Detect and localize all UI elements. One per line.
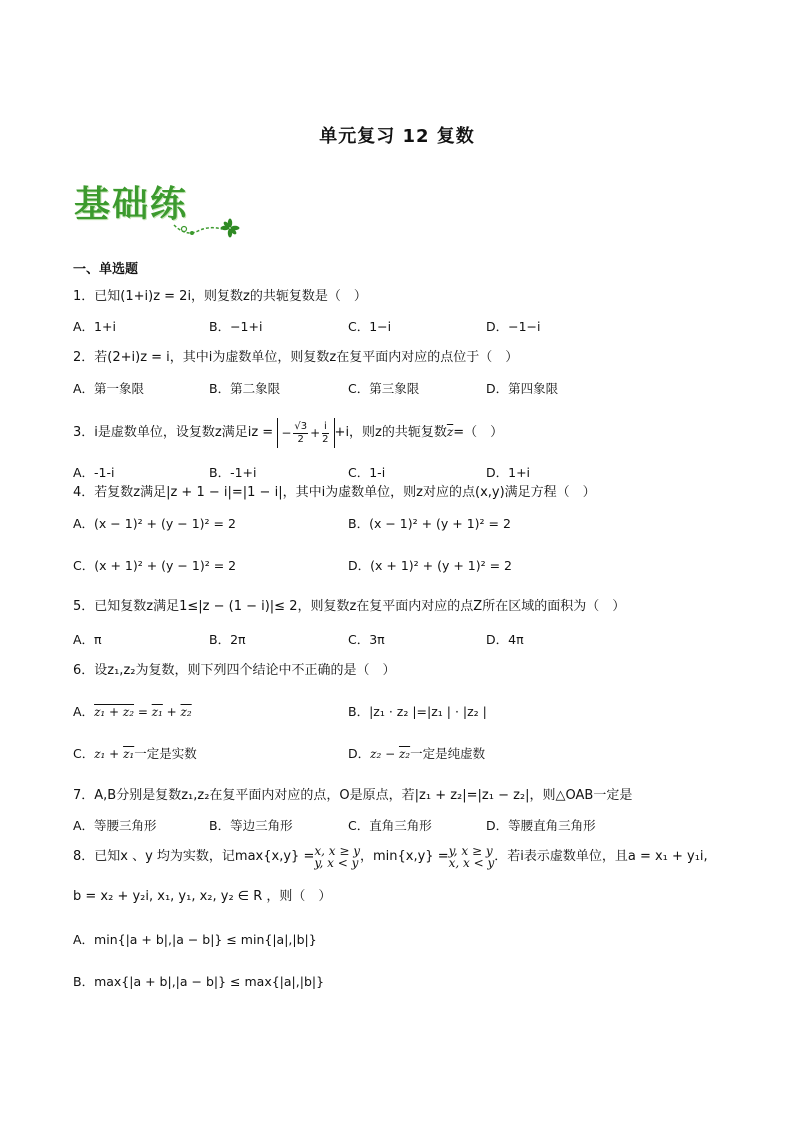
question-1-option-a: A．1+i: [73, 319, 116, 334]
question-1-option-b: B．−1+i: [209, 319, 263, 334]
question-5-option-c: C．3π: [348, 632, 385, 647]
q8-stem-part-b: ，min{x,y} =: [359, 849, 449, 864]
q6-d-c: 一定是纯虚数: [410, 746, 486, 761]
question-7-stem: 7．A,B分别是复数z₁,z₂在复平面内对应的点，O是原点，若|z₁ + z₂|=|z₁ − z₂|，则△OAB一定是: [73, 788, 633, 803]
q3-frac1-numerator: √3: [294, 420, 308, 432]
logo-jichulian: [74, 183, 244, 241]
q6-a-r2: z₂: [180, 705, 192, 719]
q6-a-eq: =: [134, 705, 152, 719]
question-4-option-b: B．(x − 1)² + (y + 1)² = 2: [348, 516, 511, 531]
question-3-stem-part-b: +i，则z的共轭复数: [334, 425, 447, 440]
question-3-option-d: D．1+i: [486, 465, 531, 480]
q8-stem-part-c: ．若i表示虚数单位，且a = x₁ + y₁i,: [494, 849, 708, 864]
question-3-stem: [73, 416, 503, 449]
question-8-option-a: A．min{|a + b|,|a − b|} ≤ min{|a|,|b|}: [73, 932, 317, 947]
question-8-line-2: b = x₂ + y₂i, x₁, y₁, x₂, y₂ ∈ R ，则（ ）: [73, 889, 332, 904]
q6-c-a: z₁ +: [94, 747, 124, 761]
question-5-stem: 5．已知复数z满足1≤|z − (1 − i)|≤ 2，则复数z在复平面内对应的点Z所在区域的面积为（ ）: [73, 599, 626, 614]
question-5-option-b: B．2π: [209, 632, 246, 647]
q8-max-case-1: x, x ≥ y: [314, 843, 360, 858]
question-2-stem: 2．若(2+i)z = i，其中i为虚数单位，则复数z在复平面内对应的点位于（ ）: [73, 350, 519, 365]
q6-a-lhs: z₁ + z₂: [94, 705, 135, 719]
question-6-stem: 6．设z₁,z₂为复数，则下列四个结论中不正确的是（ ）: [73, 663, 396, 678]
question-6-option-a: [73, 703, 192, 721]
question-3-stem-part-c: =（ ）: [453, 425, 504, 440]
q3-minus-sign: −: [281, 425, 292, 440]
question-2-option-a: A．第一象限: [73, 381, 145, 396]
question-4-option-d: D．(x + 1)² + (y + 1)² = 2: [348, 558, 512, 573]
question-6-option-c: [73, 745, 197, 763]
question-4-stem: 4．若复数z满足|z + 1 − i|=|1 − i|，其中i为虚数单位，则z对应的点(x,y)满足方程（ ）: [73, 485, 596, 500]
question-8-stem: [73, 840, 708, 874]
question-2-option-c: C．第三象限: [348, 381, 420, 396]
question-3-stem-part-a: 3．i是虚数单位，设复数z满足iz =: [73, 425, 274, 440]
question-5-option-a: A．π: [73, 632, 102, 647]
question-3-absolute-value: [277, 418, 334, 448]
q3-fraction-1: [293, 421, 308, 446]
question-7-option-a: A．等腰三角形: [73, 818, 157, 833]
question-1-option-c: C．1−i: [348, 319, 392, 334]
q6-d-a: z₂ −: [370, 747, 399, 761]
logo-text: 基础练: [74, 184, 189, 225]
question-1-option-d: D．−1−i: [486, 319, 541, 334]
q6-c-c: 一定是实数: [134, 746, 197, 761]
q6-a-r1: z₁: [151, 705, 163, 719]
question-2-option-b: B．第二象限: [209, 381, 281, 396]
question-7-option-c: C．直角三角形: [348, 818, 432, 833]
section-heading: 一、单选题: [73, 262, 139, 277]
page-title: 单元复习 12 复数: [319, 126, 475, 147]
q6-option-c-label: C．: [73, 746, 95, 761]
q6-c-b: z₁: [123, 747, 135, 761]
q3-plus-sign: +: [310, 425, 321, 440]
q8-max-case-2: y, x < y: [314, 855, 359, 870]
q8-min-case-2: x, x < y: [448, 855, 495, 870]
question-6-option-b: B．|z₁ · z₂ |=|z₁ | · |z₂ |: [348, 704, 487, 719]
q6-d-b: z₂: [398, 747, 411, 761]
q3-frac2-denominator: 2: [322, 433, 329, 445]
question-4-option-c: C．(x + 1)² + (y − 1)² = 2: [73, 558, 237, 573]
question-3-option-c: C．1-i: [348, 465, 386, 480]
q8-max-cases: [314, 845, 360, 869]
q8-min-case-1: y, x ≥ y: [448, 843, 493, 858]
question-7-option-b: B．等边三角形: [209, 818, 293, 833]
q3-zbar: $\overline{z}$: [446, 425, 454, 439]
q8-stem-part-a: 8．已知x 、y 均为实数，记max{x,y} =: [73, 849, 315, 864]
q6-option-a-label: A．: [73, 704, 95, 719]
q3-fraction-2: [322, 421, 328, 446]
question-3-option-b: B．-1+i: [209, 465, 257, 480]
logo-decoration-icon: [74, 183, 244, 241]
question-7-option-d: D．等腰直角三角形: [486, 818, 596, 833]
question-6-option-d: [348, 745, 485, 763]
question-1-stem: 1．已知(1+i)z = 2i，则复数z的共轭复数是（ ）: [73, 289, 367, 304]
q6-option-d-label: D．: [348, 746, 371, 761]
question-5-option-d: D．4π: [486, 632, 524, 647]
q8-min-cases: [449, 845, 495, 869]
question-4-option-a: A．(x − 1)² + (y − 1)² = 2: [73, 516, 236, 531]
question-2-option-d: D．第四象限: [486, 381, 559, 396]
q6-a-plus: +: [162, 705, 181, 719]
q3-frac2-numerator: i: [323, 420, 327, 432]
question-3-option-a: A．-1-i: [73, 465, 115, 480]
question-8-option-b: B．max{|a + b|,|a − b|} ≤ max{|a|,|b|}: [73, 974, 325, 989]
q3-frac1-denominator: 2: [297, 433, 304, 445]
